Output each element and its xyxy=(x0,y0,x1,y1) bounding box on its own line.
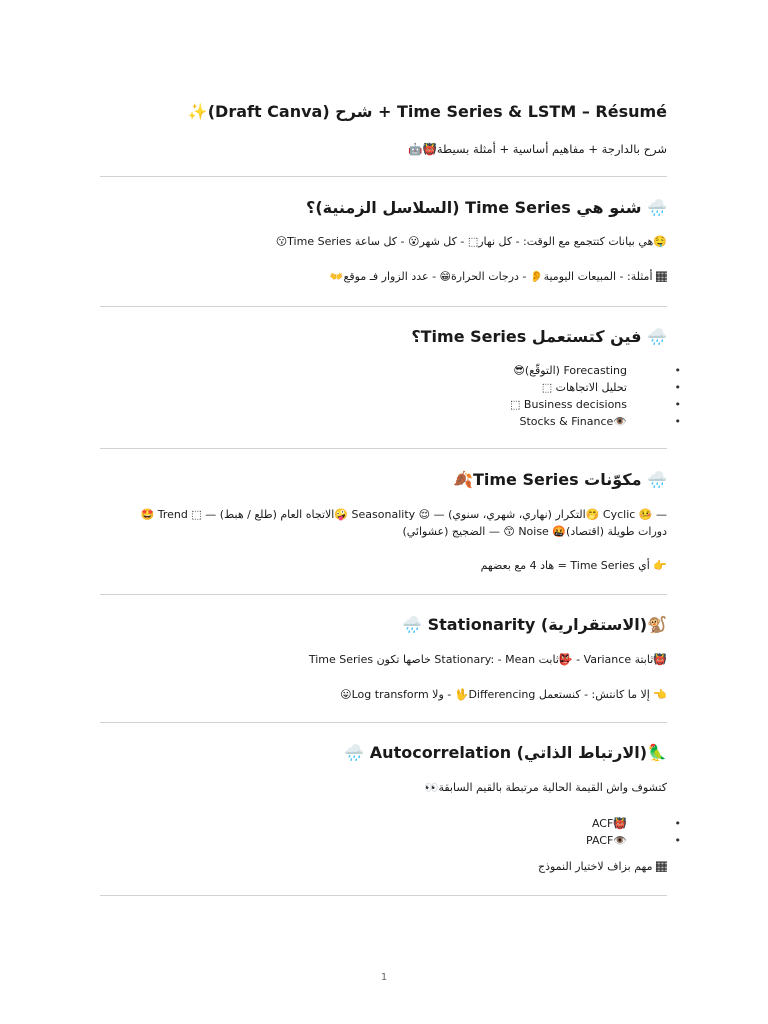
paragraph-components-line1: 🤩 Trend ⬚ — الاتجاه العام (طلع / هبط)🤪 Seasonality 😌 — التكرار (نهاري، شهري، سنوي)🤭 Cyclic 🤒 — xyxy=(140,508,667,521)
page-number: 1 xyxy=(380,972,388,983)
paragraph-autocorrelation: كتشوف واش القيمة الحالية مرتبطة بالقيم السابقة👀 xyxy=(424,781,667,794)
paragraph-model-choice: 🏾 مهم بزاف لاختيار النموذج xyxy=(537,860,667,873)
section-heading-stationarity: 🌧️ Stationarity (الاستقرارية)🐒 xyxy=(402,615,667,634)
divider xyxy=(100,448,667,449)
paragraph-definition: 😗Time Series هي بيانات كتتجمع مع الوقت: - كل نهار⬚ - كل شهر😮 - كل ساعة🤤 xyxy=(275,235,667,248)
uses-list xyxy=(100,362,667,430)
paragraph-stationarity: Time Series خاصها تكون Stationary: - Mean ثابت👺 - Variance ثابتة👹 xyxy=(308,653,667,666)
list-item: Forecasting (التوقّع)😎 • xyxy=(100,362,667,379)
section-heading-where-used: 🌧️ فين كتستعمل Time Series؟ xyxy=(411,327,667,346)
section-heading-what-is: 🌧️ شنو هي Time Series (السلاسل الزمنية)؟ xyxy=(306,198,667,217)
section-heading-autocorrelation: 🌧️ Autocorrelation (الارتباط الذاتي)🦜 xyxy=(344,743,667,762)
document-title: ✨(Draft Canva) شرح + Time Series & LSTM – Résumé xyxy=(187,102,667,121)
list-item: 👹ACF • xyxy=(100,815,667,832)
autocorrelation-list xyxy=(100,815,667,849)
list-item: تحليل الاتجاهات ⬚ • xyxy=(100,379,667,396)
list-item: 👁️Stocks & Finance • xyxy=(100,413,667,430)
divider xyxy=(100,594,667,595)
divider xyxy=(100,306,667,307)
paragraph-components-line2: دورات طويلة (اقتصاد)🤬 Noise 😙 — الضجيج (عشوائي) xyxy=(402,525,667,538)
paragraph-examples: 🏾 أمثلة: - المبيعات اليومية👂 - درجات الحرارة😁 - عدد الزوار فـ موقع👐 xyxy=(329,270,667,283)
list-item: 👁️PACF • xyxy=(100,832,667,849)
document-page xyxy=(100,0,667,1024)
document-subtitle: شرح بالدارجة + مفاهيم أساسية + أمثلة بسيطة👹🤖 xyxy=(408,142,667,156)
list-item: Business decisions ⬚ • xyxy=(100,396,667,413)
paragraph-components-summary: 👉 أي Time Series = هاد 4 مع بعضهم xyxy=(480,559,667,572)
divider xyxy=(100,895,667,896)
section-heading-components: 🌧️ مكوّنات Time Series🍂 xyxy=(453,470,667,489)
divider xyxy=(100,176,667,177)
paragraph-differencing: 👈 إلا ما كانتش: - كنستعمل Differencing🖖 - ولا Log transform😛 xyxy=(340,688,667,701)
divider xyxy=(100,722,667,723)
